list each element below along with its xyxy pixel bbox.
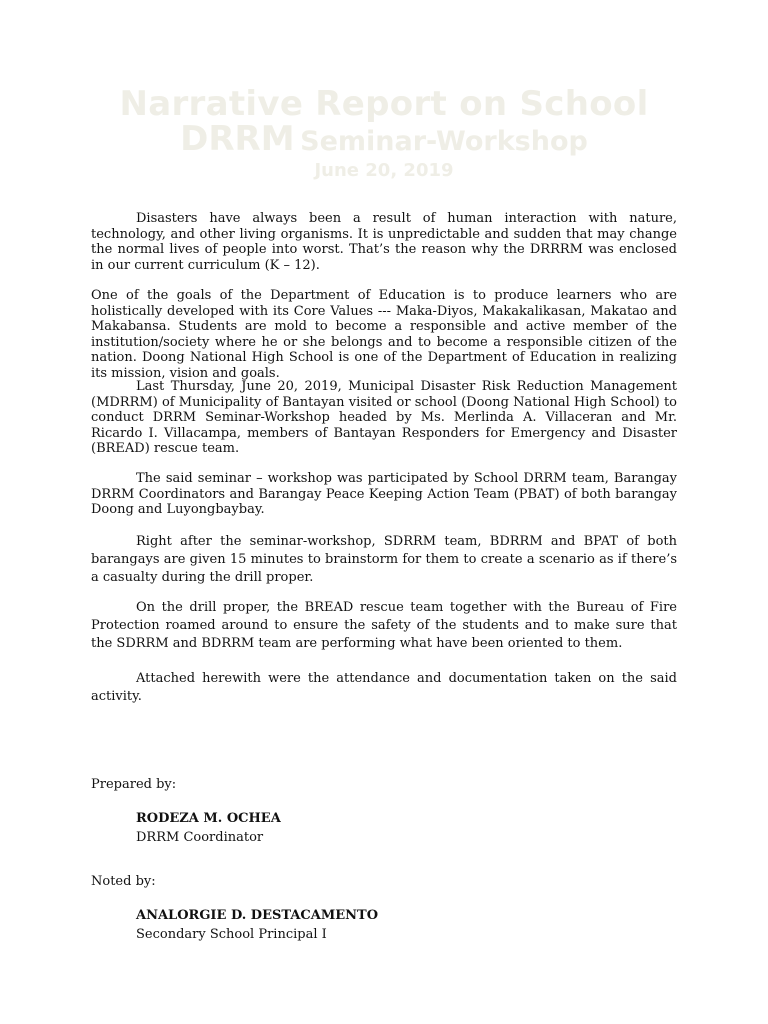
prepared-by-name: RODEZA M. OCHEA: [136, 811, 281, 826]
paragraph-1: Disasters have always been a result of human interaction with nature, technology, and other living organisms. It is unpredictable and sudden that may change the normal lives of people into worst. That’s the reason why the DRRRM was enclosed in our current curriculum (K – 12).: [91, 211, 677, 273]
noted-by-label: Noted by:: [91, 874, 156, 889]
prepared-by-label: Prepared by:: [91, 777, 177, 792]
paragraph-4: The said seminar – workshop was participated by School DRRM team, Barangay DRRM Coordinators and Barangay Peace Keeping Action Team (PBAT) of both barangay Doong and Luyongbaybay.: [91, 471, 677, 518]
report-title-line2: [0, 119, 768, 162]
noted-by-name: ANALORGIE D. DESTACAMENTO: [136, 908, 379, 923]
noted-by-title: Secondary School Principal I: [136, 927, 327, 942]
paragraph-3: Last Thursday, June 20, 2019, Municipal Disaster Risk Reduction Management (MDRRM) of Municipality of Bantayan visited or school (Doong National High School) to conduct DRRM Seminar-Workshop headed by Ms. Merlinda A. Villaceran and Mr. Ricardo I. Villacampa, members of Bantayan Responders for Emergency and Disaster (BREAD) rescue team.: [91, 379, 677, 457]
paragraph-5: Right after the seminar-workshop, SDRRM team, BDRRM and BPAT of both barangays are given 15 minutes to brainstorm for them to create a scenario as if there’s a casualty during the drill proper.: [91, 534, 677, 585]
report-date: June 20, 2019: [314, 160, 454, 181]
paragraph-2: One of the goals of the Department of Education is to produce learners who are holistically developed with its Core Values --- Maka-Diyos, Makakalikasan, Makatao and Makabansa. Students are mold to become a responsible and active member of the institution/society where he or she belongs and to become a responsible citizen of the nation. Doong National High School is one of the Department of Education in realizing its mission, vision and goals.: [91, 288, 677, 381]
report-title-drrm: DRRM: [180, 119, 295, 159]
paragraph-7: Attached herewith were the attendance and documentation taken on the said activity.: [91, 671, 677, 704]
report-title-seminar: Seminar-Workshop: [300, 126, 588, 157]
prepared-by-title: DRRM Coordinator: [136, 830, 264, 845]
paragraph-6: On the drill proper, the BREAD rescue team together with the Bureau of Fire Protection roamed around to ensure the safety of the students and to make sure that the SDRRM and BDRRM team are performing what have been oriented to them.: [91, 600, 677, 651]
report-title-line1: Narrative Report on School: [119, 84, 649, 124]
report-title-block: [0, 86, 768, 180]
